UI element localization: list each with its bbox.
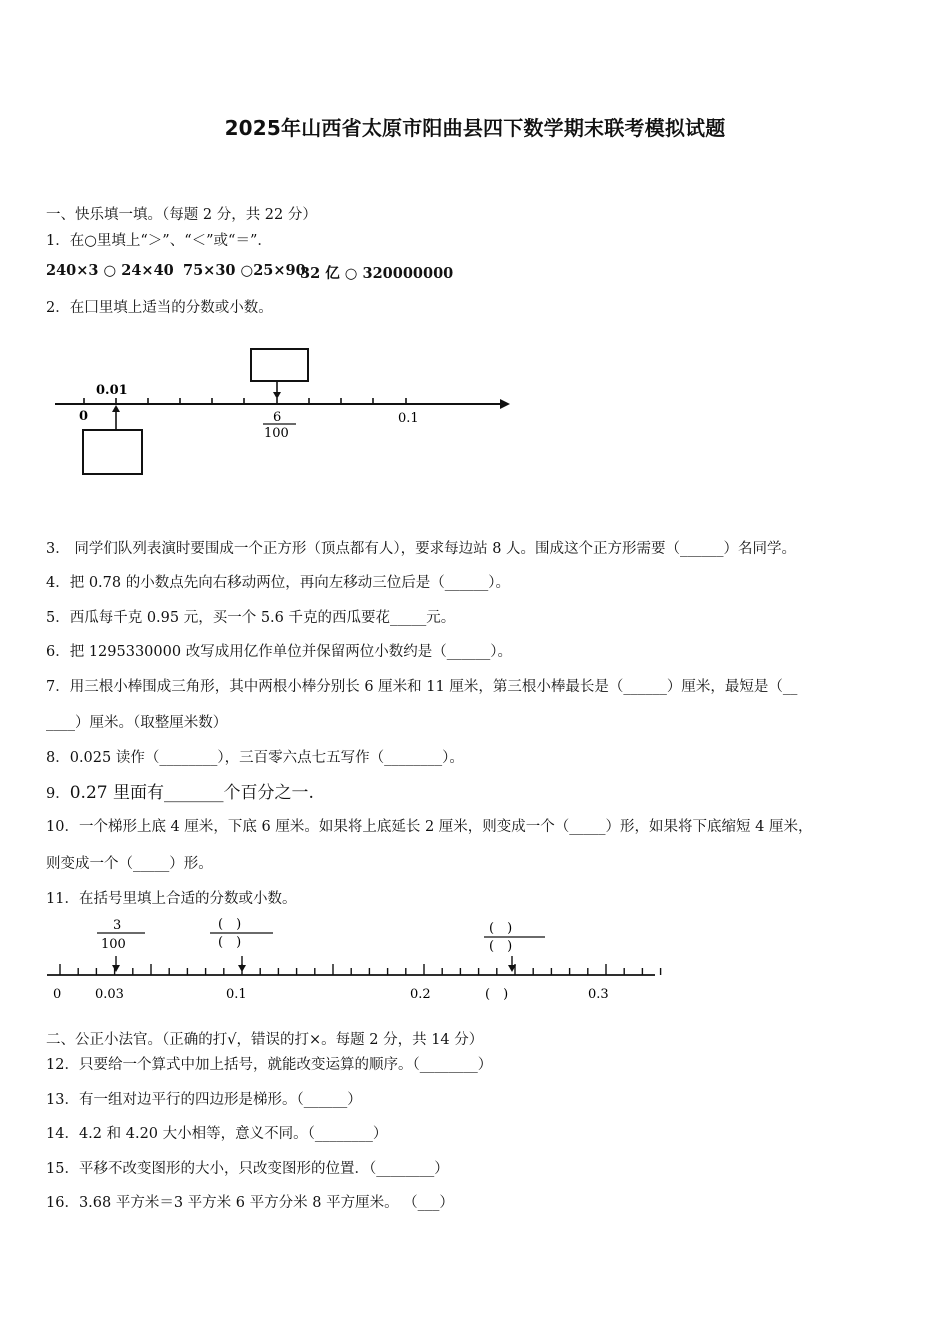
q2-label-01: 0.1	[398, 411, 419, 426]
q1-item-3: 32 亿 ○ 320000000	[300, 265, 454, 282]
q11-label-paren: ( )	[485, 987, 509, 1002]
q2-frac-denominator: 100	[264, 426, 289, 441]
question-9-text: 0.27 里面有_______个百分之一.	[69, 783, 314, 803]
section2-heading: 二、公正小法官。（正确的打√，错误的打×。每题 2 分，共 14 分）	[46, 1032, 484, 1048]
q11-blank-numerator-2: ( )	[489, 921, 513, 936]
q1-item-2: 75×30 ○25×90	[183, 262, 306, 279]
question-5: 5．西瓜每千克 0.95 元，买一个 5.6 千克的西瓜要花_____元。	[46, 610, 456, 626]
page-title: 2025年山西省太原市阳曲县四下数学期末联考模拟试题	[224, 116, 726, 140]
q2-label-001: 0.01	[96, 383, 128, 398]
q11-blank-denominator-2: ( )	[489, 939, 513, 954]
question-15: 15．平移不改变图形的大小，只改变图形的位置．（________）	[46, 1161, 449, 1177]
q11-ticks	[60, 964, 661, 975]
question-3: 3． 同学们队列表演时要围成一个正方形（顶点都有人），要求每边站 8 人。围成这个正方形需要（______）名同学。	[46, 541, 797, 557]
question-9-number: 9．	[46, 786, 70, 802]
q11-frac-numerator: 3	[113, 918, 122, 933]
question-16: 16．3.68 平方米＝3 平方米 6 平方分米 8 平方厘米。 （___）	[46, 1195, 454, 1211]
q11-label-0: 0	[53, 987, 62, 1002]
q11-arrow-2-head	[238, 965, 246, 972]
question-10: 10．一个梯形上底 4 厘米，下底 6 厘米。如果将上底延长 2 厘米，则变成一个（_____）形，如果将下底缩短 4 厘米，	[46, 819, 813, 835]
q1-item-1: 240×3 ○ 24×40	[46, 262, 174, 279]
q2-label-0: 0	[79, 409, 89, 424]
question-12: 12．只要给一个算式中加上括号，就能改变运算的顺序。（________）	[46, 1057, 493, 1073]
q2-frac-numerator: 6	[273, 410, 282, 425]
question-13: 13．有一组对边平行的四边形是梯形。（______）	[46, 1092, 362, 1108]
q11-label-03: 0.3	[588, 987, 609, 1002]
question-1: 1．在○里填上“＞”、“＜”或“＝”．	[46, 233, 272, 249]
section1-heading: 一、快乐填一填。（每题 2 分，共 22 分）	[46, 207, 317, 223]
q11-blank-denominator-1: ( )	[218, 935, 242, 950]
q11-blank-numerator-1: ( )	[218, 917, 242, 932]
question-14: 14．4.2 和 4.20 大小相等，意义不同。（________）	[46, 1126, 388, 1142]
question-11: 11．在括号里填上合适的分数或小数。	[46, 891, 297, 907]
q11-label-003: 0.03	[95, 987, 124, 1002]
question-7: 7．用三根小棒围成三角形，其中两根小棒分别长 6 厘米和 11 厘米，第三根小棒最长是（______）厘米，最短是（__	[46, 679, 798, 695]
q11-frac-denominator: 100	[101, 937, 126, 952]
question-7-cont: ____）厘米。（取整厘米数）	[46, 715, 228, 731]
question-4: 4．把 0.78 的小数点先向右移动两位，再向左移动三位后是（______）。	[46, 575, 510, 591]
q11-label-01: 0.1	[226, 987, 247, 1002]
question-6: 6．把 1295330000 改写成用亿作单位并保留两位小数约是（______）。	[46, 644, 512, 660]
question-2: 2．在囗里填上适当的分数或小数。	[46, 300, 273, 316]
q11-arrow-1-head	[112, 965, 120, 972]
question-8: 8．0.025 读作（________），三百零六点七五写作（________）。	[46, 750, 464, 766]
q11-label-02: 0.2	[410, 987, 431, 1002]
question-10-cont: 则变成一个（_____）形。	[46, 856, 213, 872]
